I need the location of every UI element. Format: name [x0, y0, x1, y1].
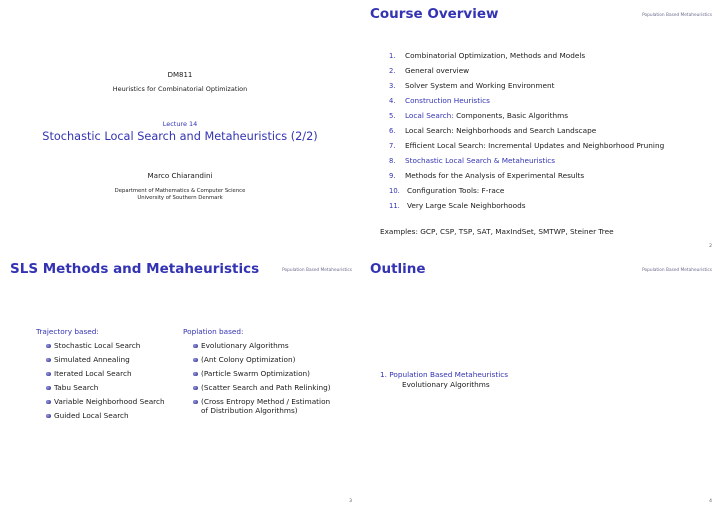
trajectory-column	[36, 327, 186, 425]
overview-item	[389, 156, 664, 171]
course-overview-slide	[360, 0, 720, 255]
overview-item	[389, 201, 664, 216]
overview-item-text: Combinatorial Optimization, Methods and Models	[405, 51, 586, 60]
slide-title: SLS Methods and Metaheuristics	[10, 261, 260, 277]
overview-item-number: 3.	[389, 82, 396, 90]
bullet-icon	[46, 386, 51, 391]
bullet-icon	[46, 372, 51, 377]
overview-item-text: General overview	[405, 66, 470, 75]
overview-item	[389, 51, 664, 66]
page-number: 4	[709, 499, 712, 504]
overview-item-text: Components, Basic Algorithms	[453, 111, 569, 120]
overview-item-number: 4.	[389, 97, 396, 105]
department-name: Department of Mathematics & Computer Science	[114, 188, 246, 194]
overview-item-number: 6.	[389, 127, 396, 135]
slide-section-label: Population Based Metaheuristics	[642, 13, 712, 18]
overview-item	[389, 81, 664, 96]
overview-item-number: 1.	[389, 52, 396, 60]
overview-item-text: Configuration Tools: F-race	[407, 186, 505, 195]
overview-item-number: 11.	[389, 202, 400, 210]
overview-item-text: Solver System and Working Environment	[405, 81, 555, 90]
overview-item-number: 2.	[389, 67, 396, 75]
sls-methods-slide	[0, 255, 360, 510]
trajectory-item	[46, 397, 186, 406]
overview-item-number: 9.	[389, 172, 396, 180]
overview-item-number: 10.	[389, 187, 400, 195]
course-code: DM811	[167, 71, 193, 79]
trajectory-item	[46, 369, 186, 378]
overview-item-highlight: Construction Heuristics	[405, 96, 490, 105]
trajectory-item-text: Variable Neighborhood Search	[54, 397, 165, 406]
bullet-icon	[193, 400, 198, 405]
bullet-icon	[193, 344, 198, 349]
population-item	[193, 383, 333, 392]
trajectory-item	[46, 341, 186, 350]
university-name: University of Southern Denmark	[137, 195, 223, 201]
overview-item	[389, 126, 664, 141]
overview-item-text: Very Large Scale Neighborhoods	[407, 201, 526, 210]
outline-slide	[360, 255, 720, 510]
overview-item-highlight: Local Search:	[405, 111, 454, 120]
population-column	[183, 327, 333, 420]
population-item	[193, 355, 333, 364]
outline-subsection: Evolutionary Algorithms	[402, 380, 490, 389]
trajectory-list	[36, 341, 186, 420]
population-heading: Poplation based:	[183, 327, 244, 336]
lecture-number: Lecture 14	[162, 120, 198, 128]
overview-item-number: 8.	[389, 157, 396, 165]
bullet-icon	[46, 414, 51, 419]
examples-text: Examples: GCP, CSP, TSP, SAT, MaxIndSet, SMTWP, Steiner Tree	[380, 227, 614, 236]
author-name: Marco Chiarandini	[147, 171, 213, 180]
slide-title: Course Overview	[370, 6, 499, 22]
overview-item	[389, 141, 664, 156]
population-item	[193, 397, 333, 415]
slide-title: Outline	[370, 261, 426, 277]
overview-list	[389, 51, 664, 216]
bullet-icon	[193, 386, 198, 391]
overview-item	[389, 111, 664, 126]
trajectory-item-text: Tabu Search	[54, 383, 99, 392]
population-item-text: (Ant Colony Optimization)	[201, 355, 296, 364]
population-item	[193, 369, 333, 378]
bullet-icon	[46, 344, 51, 349]
page-number: 2	[709, 244, 712, 249]
trajectory-item	[46, 411, 186, 420]
course-name: Heuristics for Combinatorial Optimization	[112, 85, 248, 93]
population-item-text: Evolutionary Algorithms	[201, 341, 289, 350]
bullet-icon	[46, 400, 51, 405]
population-item	[193, 341, 333, 350]
population-item-text: (Cross Entropy Method / Estimation of Distribution Algorithms)	[201, 397, 331, 416]
bullet-icon	[193, 372, 198, 377]
overview-item-number: 7.	[389, 142, 396, 150]
trajectory-heading: Trajectory based:	[36, 327, 99, 336]
overview-item	[389, 171, 664, 186]
overview-item-text: Efficient Local Search: Incremental Updates and Neighborhood Pruning	[405, 141, 665, 150]
title-slide	[0, 0, 360, 255]
lecture-title: Stochastic Local Search and Metaheuristics (2/2)	[42, 130, 318, 143]
bullet-icon	[46, 358, 51, 363]
outline-section: 1. Population Based Metaheuristics	[380, 370, 509, 379]
trajectory-item-text: Guided Local Search	[54, 411, 129, 420]
overview-item-highlight: Stochastic Local Search & Metaheuristics	[405, 156, 556, 165]
overview-item-text: Methods for the Analysis of Experimental Results	[405, 171, 585, 180]
population-list	[183, 341, 333, 415]
overview-item	[389, 66, 664, 81]
trajectory-item-text: Simulated Annealing	[54, 355, 130, 364]
overview-item	[389, 186, 664, 201]
population-item-text: (Particle Swarm Optimization)	[201, 369, 311, 378]
overview-item-text: Local Search: Neighborhoods and Search Landscape	[405, 126, 597, 135]
slide-section-label: Population Based Metaheuristics	[642, 268, 712, 273]
bullet-icon	[193, 358, 198, 363]
overview-item	[389, 96, 664, 111]
trajectory-item-text: Iterated Local Search	[54, 369, 132, 378]
trajectory-item	[46, 383, 186, 392]
page-number: 3	[349, 499, 352, 504]
slide-section-label: Population Based Metaheuristics	[282, 268, 352, 273]
overview-item-number: 5.	[389, 112, 396, 120]
trajectory-item-text: Stochastic Local Search	[54, 341, 141, 350]
trajectory-item	[46, 355, 186, 364]
population-item-text: (Scatter Search and Path Relinking)	[201, 383, 331, 392]
